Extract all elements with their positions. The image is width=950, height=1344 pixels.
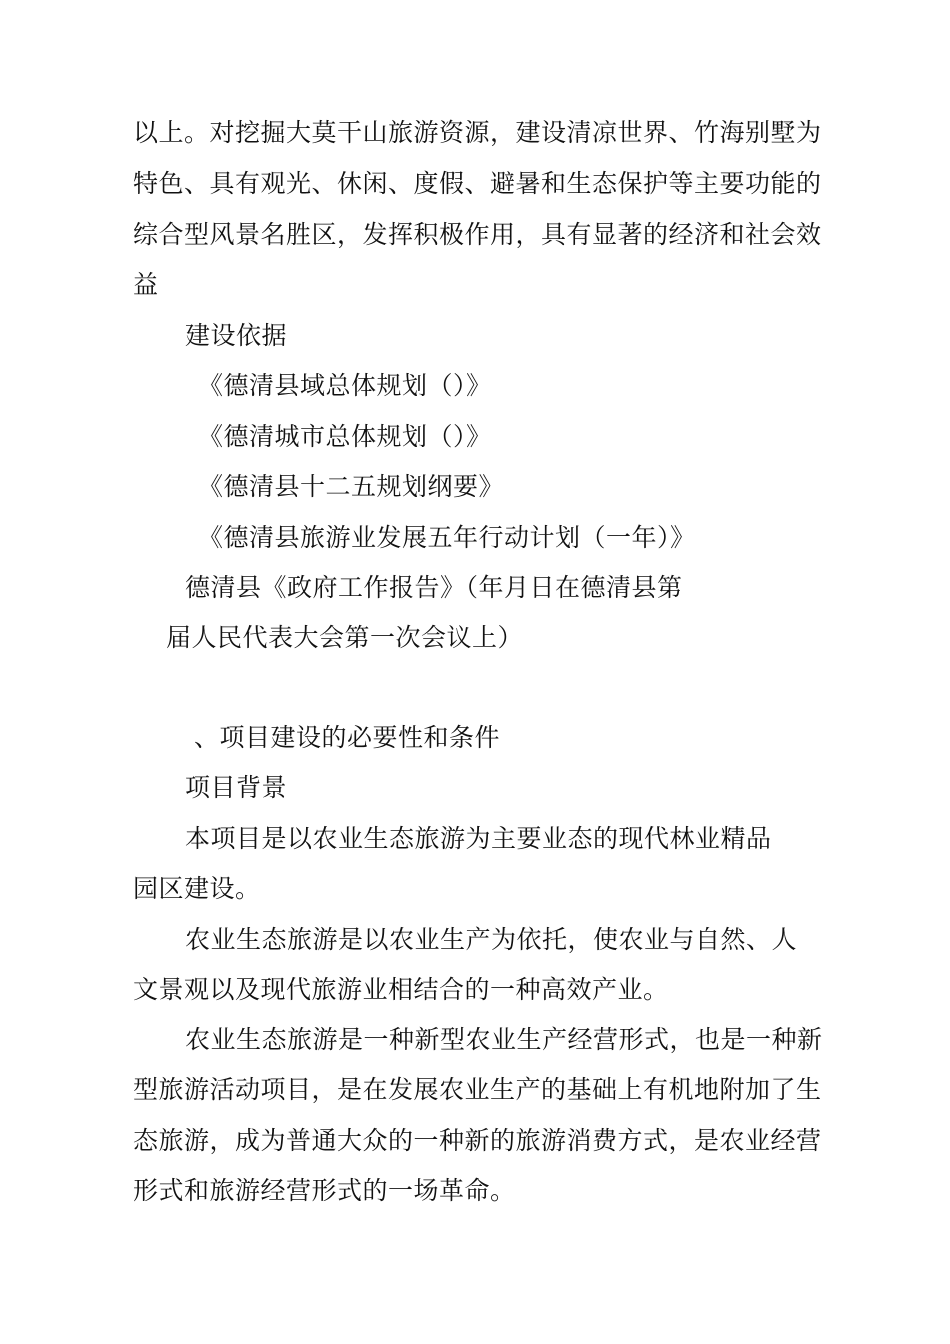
reference-item: 《德清城市总体规划（）》 [198,422,492,451]
reference-item-continuation: 届人民代表大会第一次会议上） [166,623,524,652]
reference-item: 《德清县旅游业发展五年行动计划（一年）》 [198,523,696,552]
subsection-heading: 项目背景 [185,773,288,802]
paragraph-line: 态旅游，成为普通大众的一种新的旅游消费方式，是农业经营 [133,1126,822,1155]
paragraph-line: 农业生态旅游是一种新型农业生产经营形式，也是一种新 [185,1025,823,1054]
reference-item: 德清县《政府工作报告》（年月日在德清县第 [185,573,683,602]
paragraph-line: 本项目是以农业生态旅游为主要业态的现代林业精品 [185,824,772,853]
paragraph-line: 型旅游活动项目，是在发展农业生产的基础上有机地附加了生 [133,1075,822,1104]
section-heading: 、项目建设的必要性和条件 [194,723,501,752]
reference-item: 《德清县域总体规划（）》 [198,371,492,400]
paragraph-line: 园区建设。 [133,874,261,903]
reference-item: 《德清县十二五规划纲要》 [198,472,505,501]
paragraph-line: 综合型风景名胜区，发挥积极作用，具有显著的经济和社会效 [133,220,822,249]
paragraph-line: 特色、具有观光、休闲、度假、避暑和生态保护等主要功能的 [133,169,822,198]
paragraph-line: 以上。对挖掘大莫干山旅游资源，建设清凉世界、竹海别墅为 [133,118,822,147]
paragraph-line: 形式和旅游经营形式的一场革命。 [133,1176,516,1205]
paragraph-line: 农业生态旅游是以农业生产为依托，使农业与自然、人 [185,925,798,954]
paragraph-line: 文景观以及现代旅游业相结合的一种高效产业。 [133,975,669,1004]
section-heading: 建设依据 [185,321,288,350]
paragraph-line: 益 [133,270,159,299]
